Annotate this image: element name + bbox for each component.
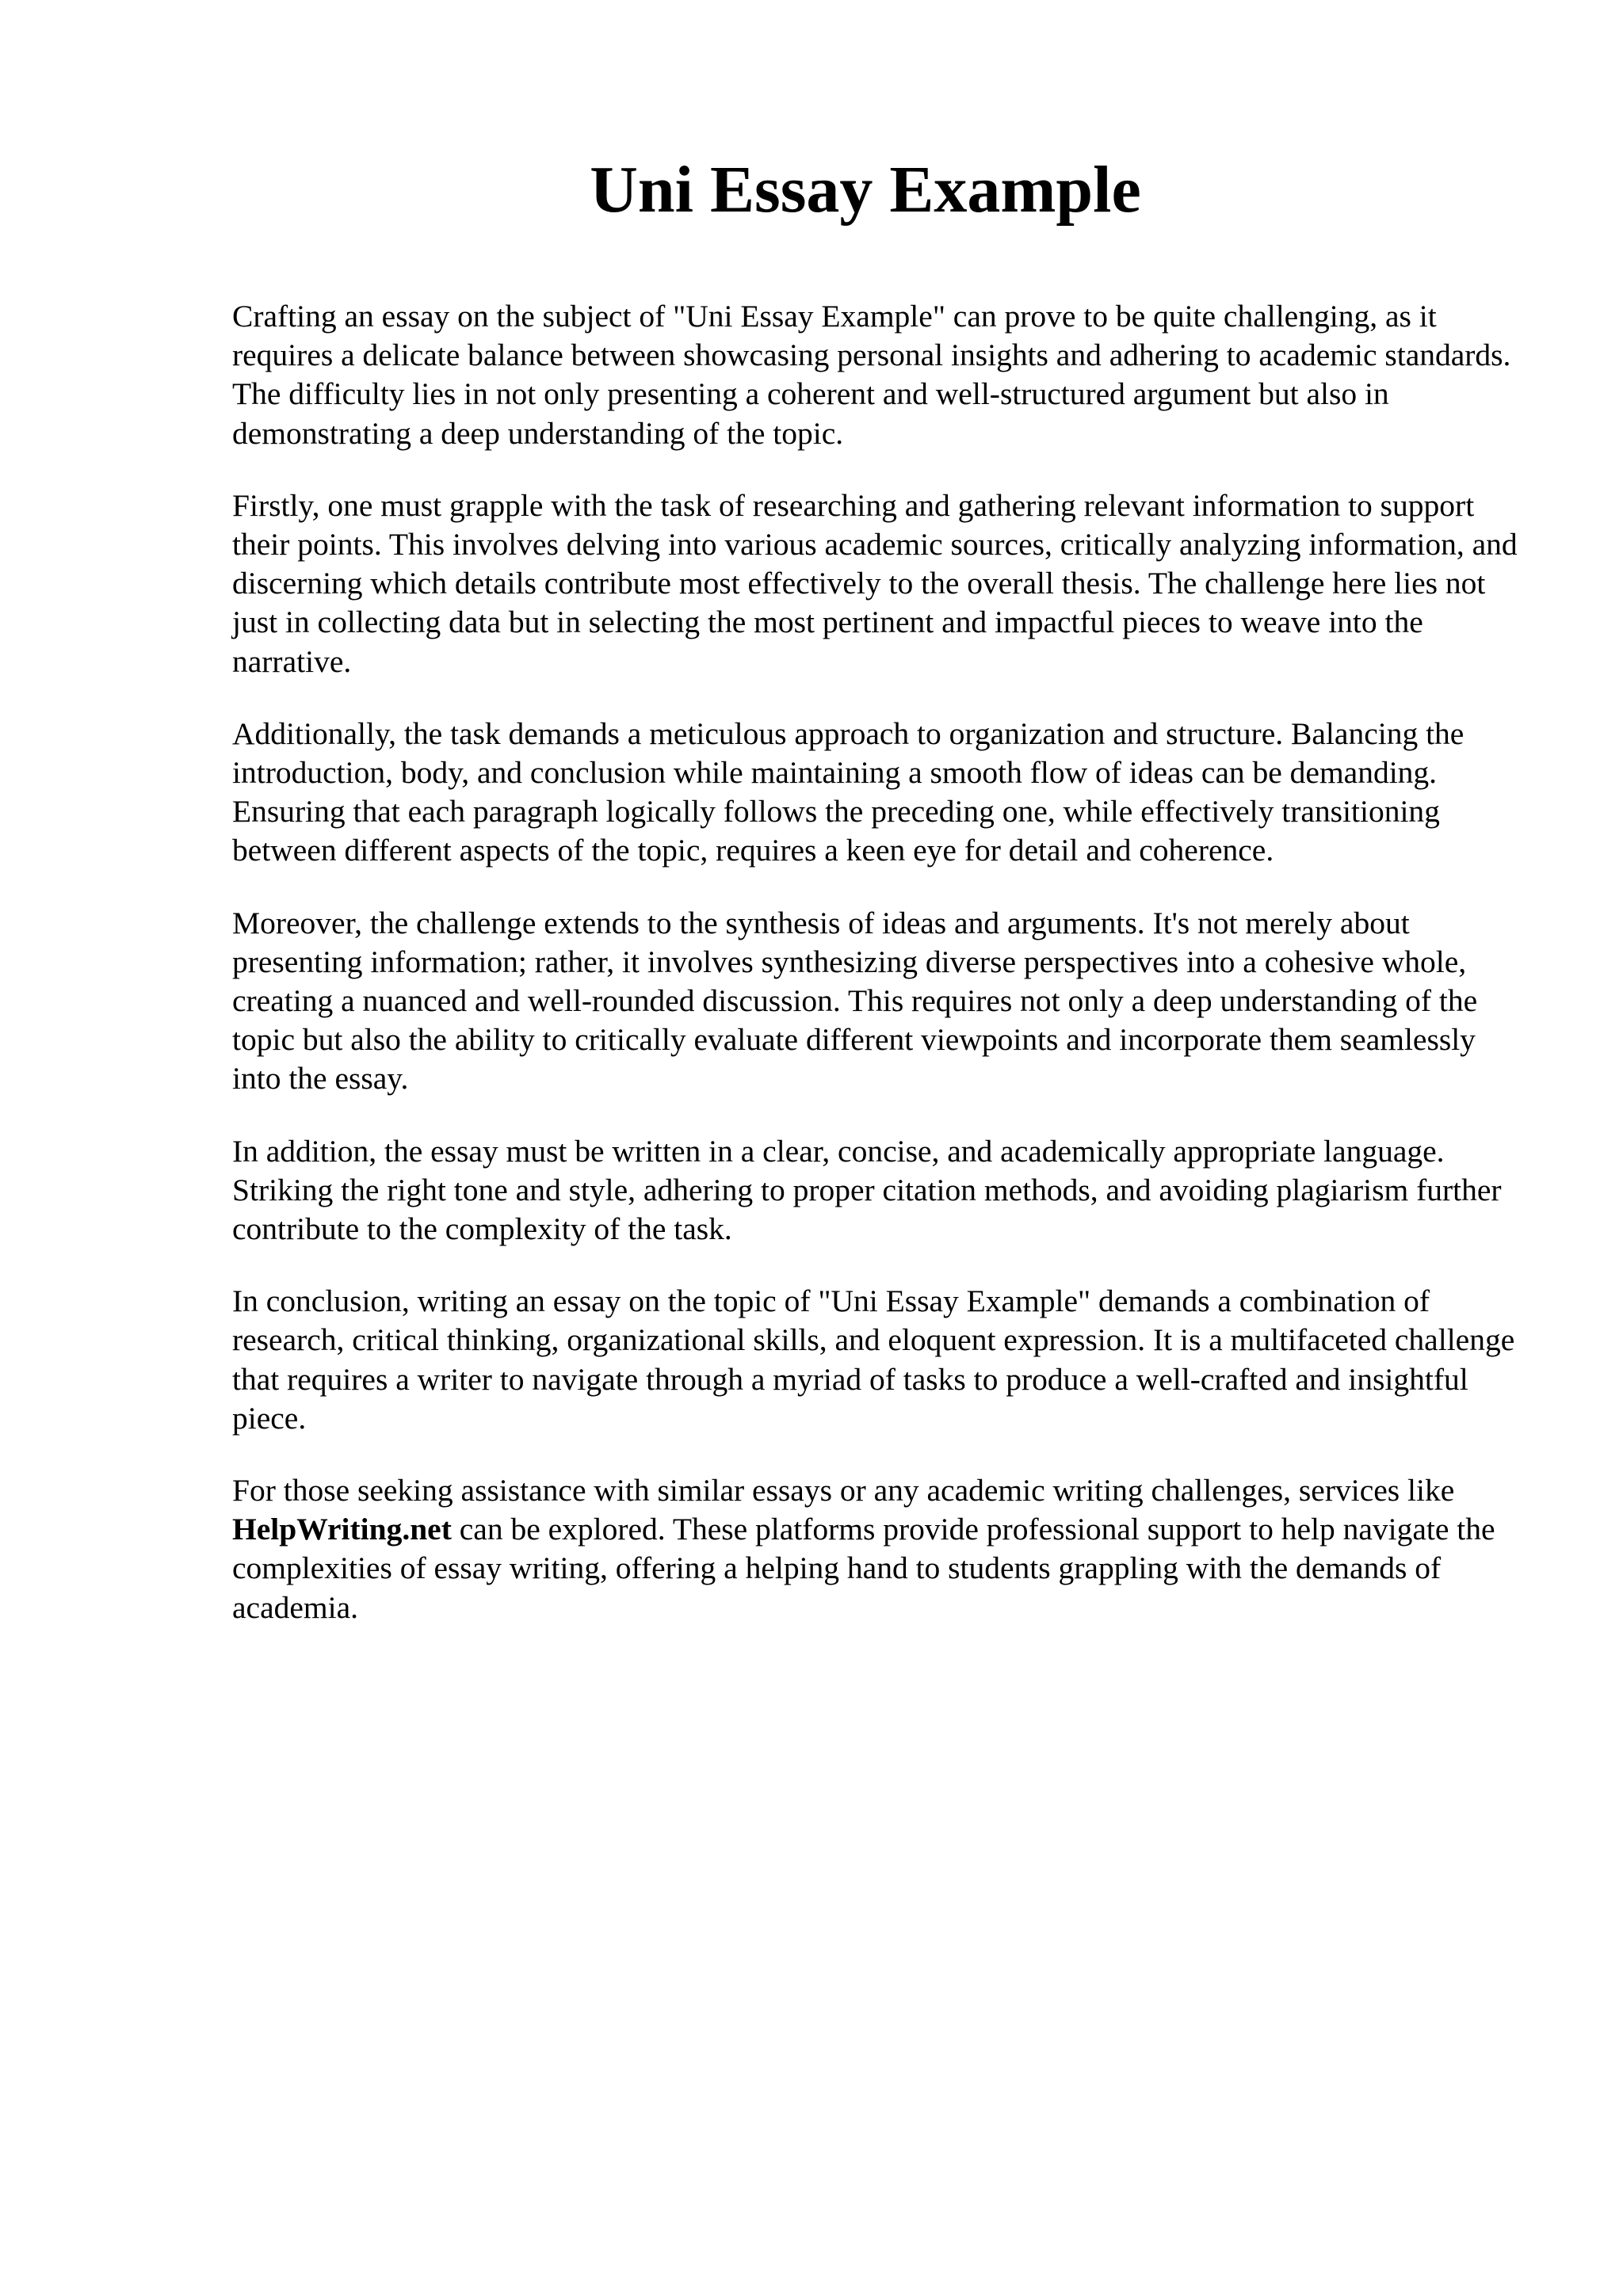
paragraph-intro: Crafting an essay on the subject of "Uni Essay Example" can prove to be quite challenging, as it requires a delicate balance between showcasing personal insights and adhering to academic standards. The difficulty lies in not only presenting a coherent and well-structured argument but also in demonstrating a deep understanding of the topic. [232, 299, 1511, 451]
document-title: Uni Essay Example [590, 153, 1141, 227]
paragraph-closing [232, 1471, 1532, 1627]
paragraph-research: Firstly, one must grapple with the task of researching and gathering relevant information to support their points. This involves delving into various academic sources, critically analyzing information, and discerning which details contribute most effectively to the overall thesis. The challenge here lies not just in collecting data but in selecting the most pertinent and impactful pieces to weave into the narrative. [232, 487, 1518, 679]
document-body [232, 297, 1532, 1661]
paragraph-synthesis: Moreover, the challenge extends to the synthesis of ideas and arguments. It's not merely about presenting information; rather, it involves synthesizing diverse perspectives into a cohesive whole, creating a nuanced and well-rounded discussion. This requires not only a deep understanding of the topic but also the ability to critically evaluate different viewpoints and incorporate them seamlessly into the essay. [232, 905, 1478, 1097]
closing-text-before: For those seeking assistance with similar essays or any academic writing challenges, services like [232, 1473, 1455, 1508]
paragraph-language: In addition, the essay must be written in a clear, concise, and academically appropriate language. Striking the right tone and style, adhering to proper citation methods, and avoiding plagiarism further contribute to the complexity of the task. [232, 1133, 1502, 1247]
paragraph-structure: Additionally, the task demands a meticulous approach to organization and structure. Balancing the introduction, body, and conclusion while maintaining a smooth flow of ideas can be demanding. Ensuring that each paragraph logically follows the preceding one, while effectively transitioning between different aspects of the topic, requires a keen eye for detail and coherence. [232, 715, 1465, 868]
closing-text-after: can be explored. These platforms provide professional support to help navigate the complexities of essay writing, offering a helping hand to students grappling with the demands of academia. [232, 1512, 1495, 1625]
brand-name: HelpWriting.net [232, 1512, 452, 1547]
paragraph-conclusion: In conclusion, writing an essay on the topic of "Uni Essay Example" demands a combination of research, critical thinking, organizational skills, and eloquent expression. It is a multifaceted challenge that requires a writer to navigate through a myriad of tasks to produce a well-crafted and insightful piece. [232, 1283, 1515, 1436]
